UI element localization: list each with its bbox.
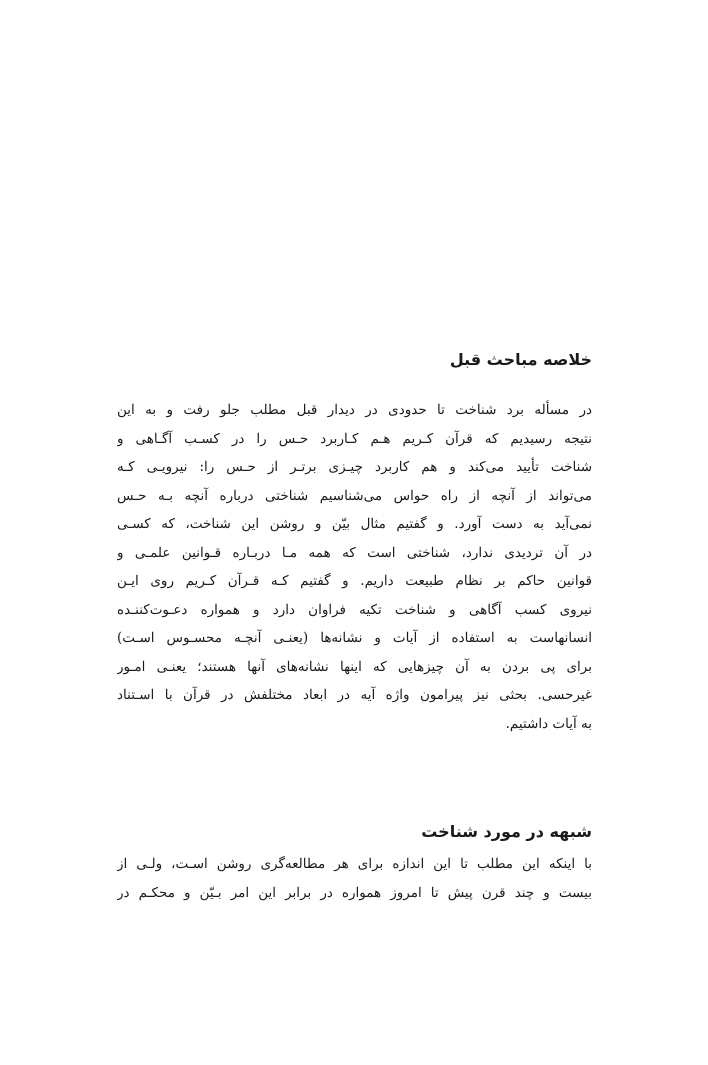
text-line: بیست و چند قرن پیش تا امروز همواره در برابر این امر بـیّن و محکـم در xyxy=(117,884,592,901)
text-line: نتیجه رسیدیم که قرآن کـریم هـم کـاربرد حـس را در کسـب آگـاهی و xyxy=(117,430,592,447)
text-line: غیرحسی. بحثی نیز پیرامون واژه آیه در ابعاد مختلفش در قرآن با اسـتناد xyxy=(117,687,592,703)
text-line: به آیات داشتیم. xyxy=(505,715,592,732)
text-line: قوانین حاکم بر نظام طبیعت داریم. و گفتیم کـه قـرآن کـریم روی ایـن xyxy=(117,573,592,589)
text-line: می‌تواند از آنچه از راه حواس می‌شناسیم شناختی درباره آنچه بـه حـس xyxy=(117,487,592,504)
text-line: برای پی بردن به آن چیزهایی که اینها نشانه‌های آنها هستند؛ یعنـی امـور xyxy=(117,658,592,675)
text-line: در مسأله برد شناخت تا حدودی در دیدار قبل مطلب جلو رفت و به این xyxy=(117,402,592,418)
text-line: شناخت تأیید می‌کند و هم کاربرد چیـزی برتـر از حـس را: نیرویـی کـه xyxy=(117,459,592,475)
section-heading-knowledge-doubt: شبهه در مورد شناخت xyxy=(421,822,592,841)
text-line: نمی‌آید به دست آورد. و گفتیم مثال بیّن و روشن این شناخت، که کسـی xyxy=(117,516,592,532)
text-line: نیروی کسب آگاهی و شناخت تکیه فراوان دارد و همواره دعـوت‌کننـده xyxy=(117,601,592,618)
section-heading-previous-summary: خلاصه مباحث قبل xyxy=(449,350,592,369)
paragraph-previous-summary xyxy=(117,396,592,738)
text-line: در آن تردیدی ندارد، شناختی است که همه مـا دربـاره قـوانین علمـی و xyxy=(117,544,592,561)
text-line: با اینکه این مطلب تا این اندازه برای هر مطالعه‌گری روشن اسـت، ولـی از xyxy=(117,856,592,872)
text-line: انسانهاست به استفاده از آیات و نشانه‌ها (یعنـی آنچـه محسـوس اسـت) xyxy=(117,630,592,646)
paragraph-knowledge-doubt xyxy=(117,850,592,907)
